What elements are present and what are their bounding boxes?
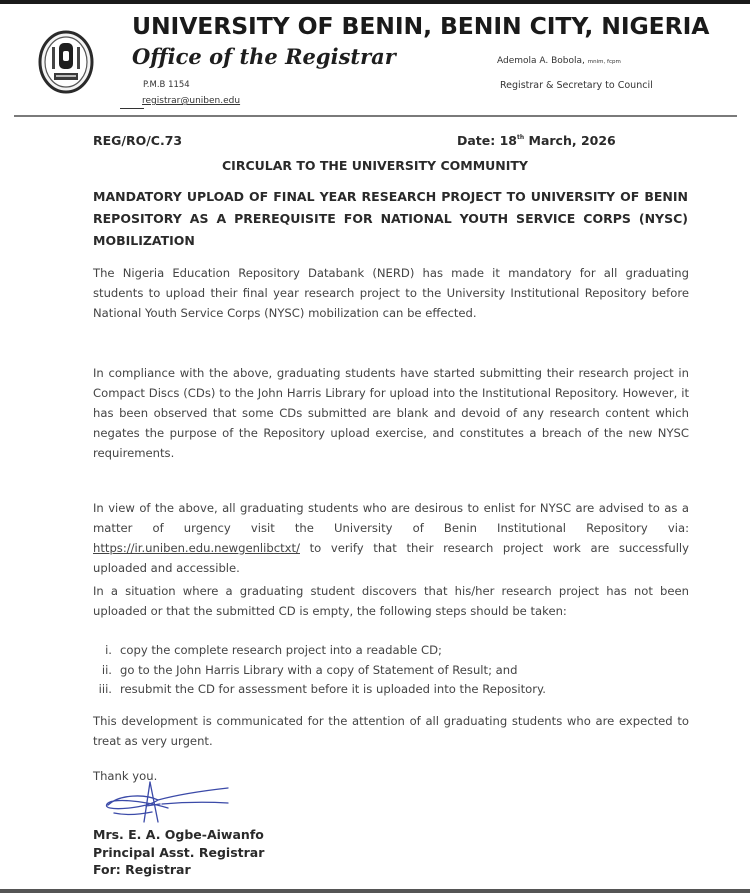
steps-list	[93, 641, 689, 700]
header-divider	[14, 115, 737, 117]
registrar-name	[497, 56, 621, 66]
university-name: UNIVERSITY OF BENIN, BENIN CITY, NIGERIA	[132, 12, 710, 40]
repository-link[interactable]: https://ir.uniben.edu.newgenlibctxt/	[93, 541, 300, 555]
top-border	[0, 0, 750, 4]
email-underline-rule	[120, 108, 144, 109]
step-number: iii.	[98, 682, 112, 696]
signatory-title: Principal Asst. Registrar	[93, 844, 265, 860]
signatory-name: Mrs. E. A. Ogbe-Aiwanfo	[93, 827, 264, 842]
signature-icon	[100, 780, 235, 825]
step-number: i.	[105, 643, 112, 657]
step-item	[93, 641, 689, 661]
paragraph-3-before: In view of the above, all graduating students who are desirous to enlist for NYSC are advised to as a matter of urgency visit the University of Benin Institutional Repository via:	[93, 501, 689, 535]
office-title: Office of the Registrar	[132, 44, 396, 69]
pmb-address: P.M.B 1154	[143, 80, 190, 90]
university-seal-icon	[37, 29, 95, 95]
step-text: resubmit the CD for assessment before it is uploaded into the Repository.	[120, 682, 546, 696]
signatory-for: For: Registrar	[93, 862, 191, 877]
date-suffix: th	[517, 134, 525, 141]
paragraph-3-after: to verify that their research project work are successfully uploaded and accessible.	[93, 541, 689, 575]
thank-you: Thank you.	[93, 769, 158, 783]
letter-date	[457, 133, 616, 148]
reference-number: REG/RO/C.73	[93, 133, 183, 148]
registrar-credentials: mnim, fcpm	[587, 59, 621, 65]
registrar-email-link[interactable]: registrar@uniben.edu	[142, 96, 241, 106]
subject-heading: MANDATORY UPLOAD OF FINAL YEAR RESEARCH PROJECT TO UNIVERSITY OF BENIN REPOSITORY AS A PREREQUISITE FOR NATIONAL YOUTH SERVICE CORPS (NYSC) MOBILIZATION	[93, 189, 688, 248]
circular-title: CIRCULAR TO THE UNIVERSITY COMMUNITY	[222, 158, 528, 173]
paragraph-3	[93, 498, 689, 578]
paragraph-5: This development is communicated for the attention of all graduating students who are expected to treat as very urgent.	[93, 714, 689, 748]
paragraph-4: In a situation where a graduating student discovers that his/her research project has not been uploaded or that the submitted CD is empty, the following steps should be taken:	[93, 584, 689, 618]
registrar-name-text: Ademola A. Bobola,	[497, 56, 585, 66]
registrar-title: Registrar & Secretary to Council	[500, 80, 653, 91]
date-label: Date: 18	[457, 133, 518, 148]
step-item	[93, 661, 689, 681]
date-rest: March, 2026	[524, 133, 616, 148]
signatory-block	[93, 826, 264, 879]
step-text: copy the complete research project into a readable CD;	[120, 643, 442, 657]
step-number: ii.	[101, 662, 112, 677]
step-text: go to the John Harris Library with a copy of Statement of Result; and	[120, 662, 518, 677]
paragraph-2: In compliance with the above, graduating students have started submitting their research project in Compact Discs (CDs) to the John Harris Library for upload into the Institutional Repository. However, it has been observed that some CDs submitted are blank and devoid of any research content which negates the purpose of the Repository upload exercise, and constitutes a breach of the new NYSC requirements.	[93, 366, 689, 460]
step-item	[93, 680, 689, 700]
bottom-border	[0, 889, 750, 893]
paragraph-1: The Nigeria Education Repository Databank (NERD) has made it mandatory for all graduating students to upload their final year research project to the University Institutional Repository before National Youth Service Corps (NYSC) mobilization can be effected.	[93, 266, 689, 320]
